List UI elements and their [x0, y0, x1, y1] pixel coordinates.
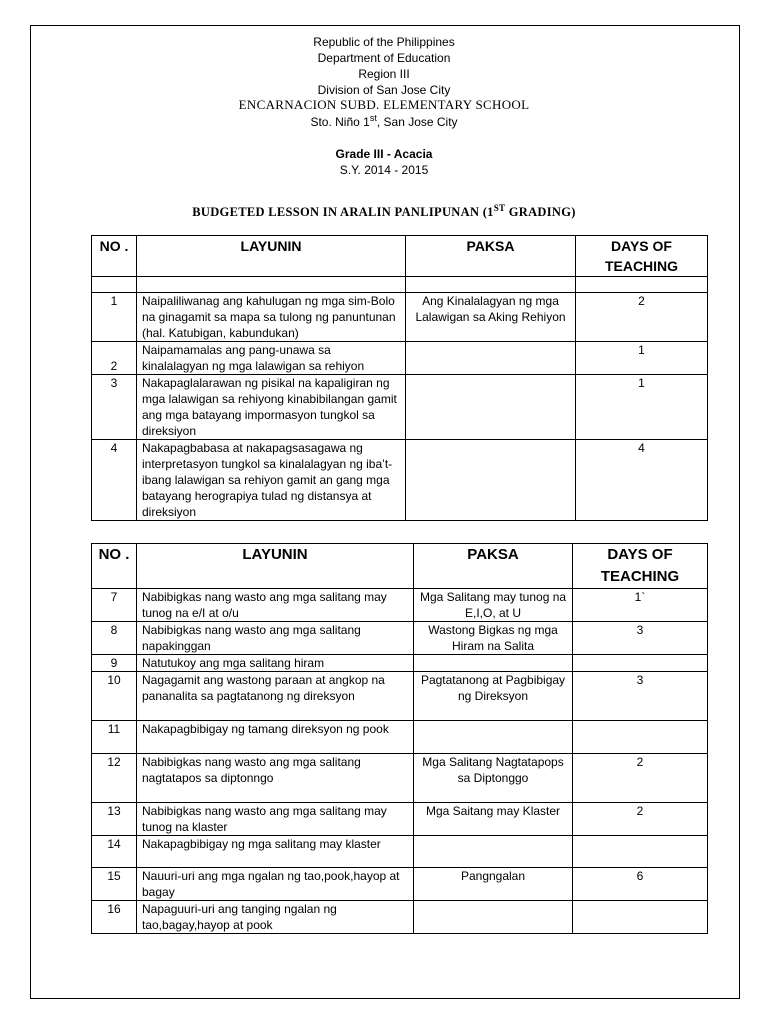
row-days: [573, 721, 708, 754]
row-layunin: Nabibigkas nang wasto ang mga salitang napakinggan: [137, 622, 414, 655]
lesson-table-2: [91, 543, 708, 934]
row-no: 1: [92, 293, 137, 342]
table-row: [92, 868, 708, 901]
lesson-table-1: [91, 235, 708, 521]
header-division: Division of San Jose City: [317, 83, 451, 97]
school-name: ENCARNACION SUBD. ELEMENTARY SCHOOL: [238, 97, 530, 112]
row-layunin: Nakapagbibigay ng mga salitang may klaster: [137, 836, 414, 868]
row-paksa: [414, 901, 573, 934]
row-paksa: Ang Kinalalagyan ng mga Lalawigan sa Aking Rehiyon: [406, 293, 576, 342]
header-department: Department of Education: [317, 51, 451, 65]
row-paksa: Mga Salitang may tunog na E,I,O, at U: [414, 589, 573, 622]
table-row: [92, 589, 708, 622]
row-paksa: [406, 440, 576, 521]
row-no: 12: [92, 754, 137, 803]
row-no: 13: [92, 803, 137, 836]
row-no: 8: [92, 622, 137, 655]
row-no: 16: [92, 901, 137, 934]
row-layunin: Nakapagbabasa at nakapagsasagawa ng interpretasyon tungkol sa kinalalagyan ng iba’t-ibang lalawigan sa rehiyon gamit an gang mga batayang herograpiya tulad ng distansya at direksiyon: [137, 440, 406, 521]
col-header-layunin: LAYUNIN: [137, 236, 406, 277]
row-days: 4: [576, 440, 708, 521]
table-row: [92, 655, 708, 672]
row-days: [573, 655, 708, 672]
table-row: [92, 293, 708, 342]
row-days: [573, 836, 708, 868]
row-layunin: Nabibigkas nang wasto ang mga salitang nagtatapos sa diptonngo: [137, 754, 414, 803]
row-layunin: Napaguuri-uri ang tanging ngalan ng tao,bagay,hayop at pook: [137, 901, 414, 934]
table-row-empty: [92, 277, 708, 293]
row-paksa: Mga Saitang may Klaster: [414, 803, 573, 836]
col-header-days: DAYS OF TEACHING: [573, 544, 708, 589]
document-title: BUDGETED LESSON IN ARALIN PANLIPUNAN (1ST GRADING): [192, 202, 576, 219]
school-address: Sto. Niño 1st, San Jose City: [310, 113, 458, 129]
row-layunin: Nagagamit ang wastong paraan at angkop na pananalita sa pagtatanong ng direksyon: [137, 672, 414, 721]
table-row: [92, 622, 708, 655]
row-days: 1: [576, 342, 708, 375]
row-layunin: Nabibigkas nang wasto ang mga salitang may tunog na klaster: [137, 803, 414, 836]
table-row: [92, 803, 708, 836]
row-paksa: [406, 342, 576, 375]
row-paksa: Pangngalan: [414, 868, 573, 901]
row-no: 9: [92, 655, 137, 672]
row-paksa: Wastong Bigkas ng mga Hiram na Salita: [414, 622, 573, 655]
row-days: 2: [573, 803, 708, 836]
grade-section: Grade III - Acacia: [335, 147, 433, 161]
row-no: 2: [92, 342, 137, 375]
row-days: 1`: [573, 589, 708, 622]
col-header-layunin: LAYUNIN: [137, 544, 414, 589]
row-paksa: Pagtatanong at Pagbibigay ng Direksyon: [414, 672, 573, 721]
table-row: [92, 721, 708, 754]
row-days: 2: [573, 754, 708, 803]
col-header-paksa: PAKSA: [414, 544, 573, 589]
row-layunin: Nauuri-uri ang mga ngalan ng tao,pook,hayop at bagay: [137, 868, 414, 901]
col-header-paksa: PAKSA: [406, 236, 576, 277]
row-layunin: Nabibigkas nang wasto ang mga salitang may tunog na e/I at o/u: [137, 589, 414, 622]
row-days: 3: [573, 622, 708, 655]
row-layunin: Naipaliliwanag ang kahulugan ng mga sim-Bolo na ginagamit sa mapa sa tulong ng panuntunan (hal. Katubigan, kabundukan): [137, 293, 406, 342]
row-no: 11: [92, 721, 137, 754]
row-layunin: Nakapaglalarawan ng pisikal na kapaligiran ng mga lalawigan sa rehiyong kinabibilangan gamit ang mga batayang impormasyon tungkol sa direksiyon: [137, 375, 406, 440]
row-paksa: [414, 655, 573, 672]
row-no: 7: [92, 589, 137, 622]
row-paksa: [406, 375, 576, 440]
row-no: 15: [92, 868, 137, 901]
table-row: [92, 672, 708, 721]
header-republic: Republic of the Philippines: [313, 35, 455, 49]
table-row: [92, 342, 708, 375]
table-row: [92, 375, 708, 440]
col-header-no: NO .: [92, 236, 137, 277]
row-days: 6: [573, 868, 708, 901]
table-row: [92, 901, 708, 934]
row-paksa: [414, 721, 573, 754]
col-header-no: NO .: [92, 544, 137, 589]
row-layunin: Naipamamalas ang pang-unawa sa kinalalagyan ng mga lalawigan sa rehiyon: [137, 342, 406, 375]
row-no: 10: [92, 672, 137, 721]
row-layunin: Natutukoy ang mga salitang hiram: [137, 655, 414, 672]
row-no: 14: [92, 836, 137, 868]
table-row: [92, 836, 708, 868]
row-days: 3: [573, 672, 708, 721]
row-no: 3: [92, 375, 137, 440]
row-days: [573, 901, 708, 934]
table-row: [92, 754, 708, 803]
school-year: S.Y. 2014 - 2015: [339, 163, 429, 177]
row-days: 2: [576, 293, 708, 342]
row-layunin: Nakapagbibigay ng tamang direksyon ng pook: [137, 721, 414, 754]
row-paksa: [414, 836, 573, 868]
row-days: 1: [576, 375, 708, 440]
row-paksa: Mga Salitang Nagtatapops sa Diptonggo: [414, 754, 573, 803]
table-row: [92, 440, 708, 521]
col-header-days: DAYS OF TEACHING: [576, 236, 708, 277]
row-no: 4: [92, 440, 137, 521]
header-region: Region III: [358, 67, 410, 81]
